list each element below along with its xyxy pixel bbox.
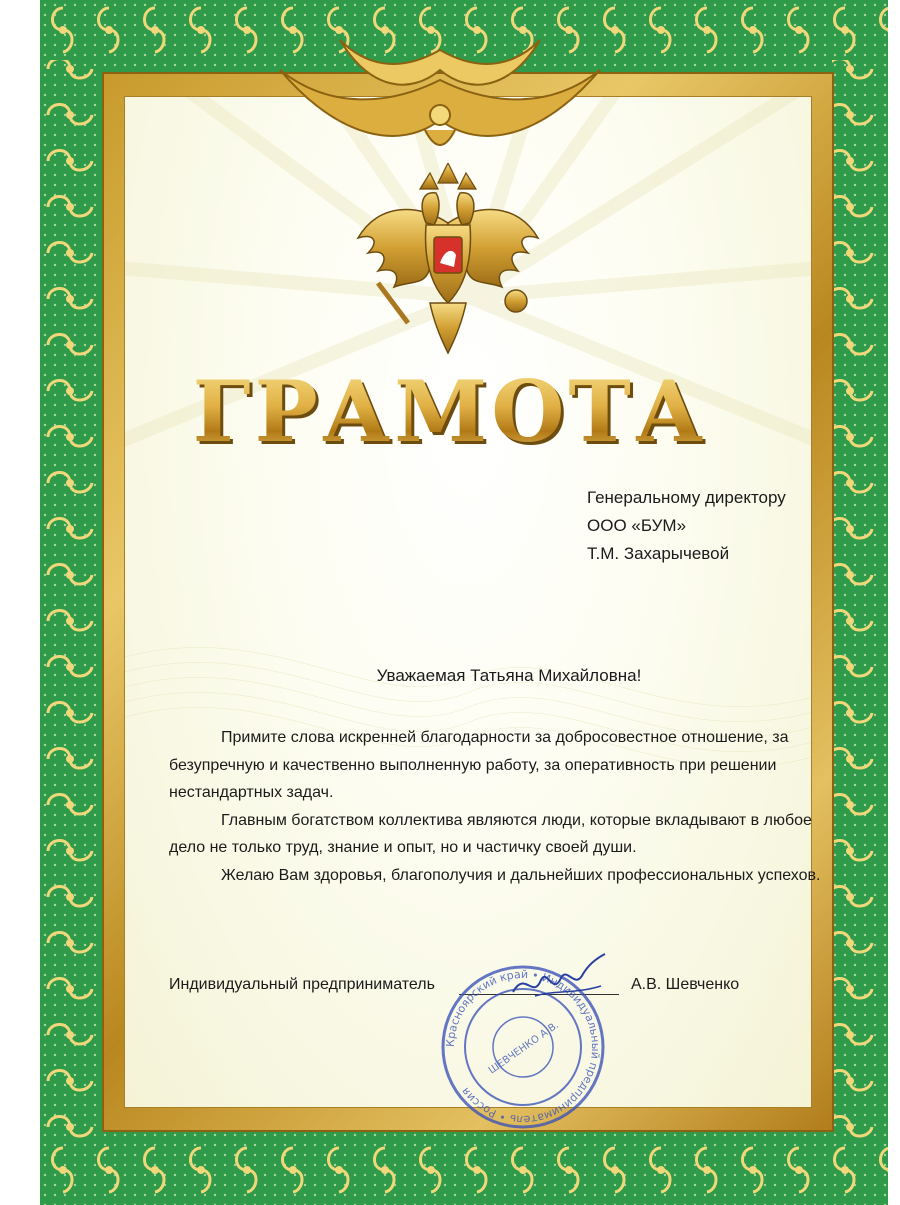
addressee-position: Генеральному директору [587,488,786,507]
addressee-name: Т.М. Захарычевой [587,544,730,563]
body-paragraph: Примите слова искренней благодарности за добросовестное отношение, за безупречную и качественно выполненную работу, за оперативность при решении нестандартных задач. [169,729,789,801]
greeting: Уважаемая Татьяна Михайловна! [376,666,642,685]
addressee-company: ООО «БУМ» [587,516,687,535]
handwritten-signature [505,950,615,1010]
seal-ring-text: Красноярский край • Индивидуальный предприниматель • Россия [443,967,603,1127]
signer-name: А.В. Шевченко [631,976,740,993]
signer-role: Индивидуальный предприниматель [169,976,435,993]
scan-margin [888,0,900,1205]
double-headed-eagle-coat-of-arms-icon [338,163,558,358]
addressee-block [587,484,786,568]
body-paragraph: Главным богатством коллектива являются люди, которые вкладывают в любое дело не только труд, знание и опыт, но и частичку своей души. [169,811,812,856]
certificate-title: ГРАМОТА [0,362,900,461]
body-paragraph: Желаю Вам здоровья, благополучия и дальнейших профессиональных успехов. [221,866,821,884]
certificate-body [169,724,829,889]
top-ornament-crest [220,0,660,160]
seal-center-text: ШЕВЧЕНКО А.В. [486,1019,561,1077]
